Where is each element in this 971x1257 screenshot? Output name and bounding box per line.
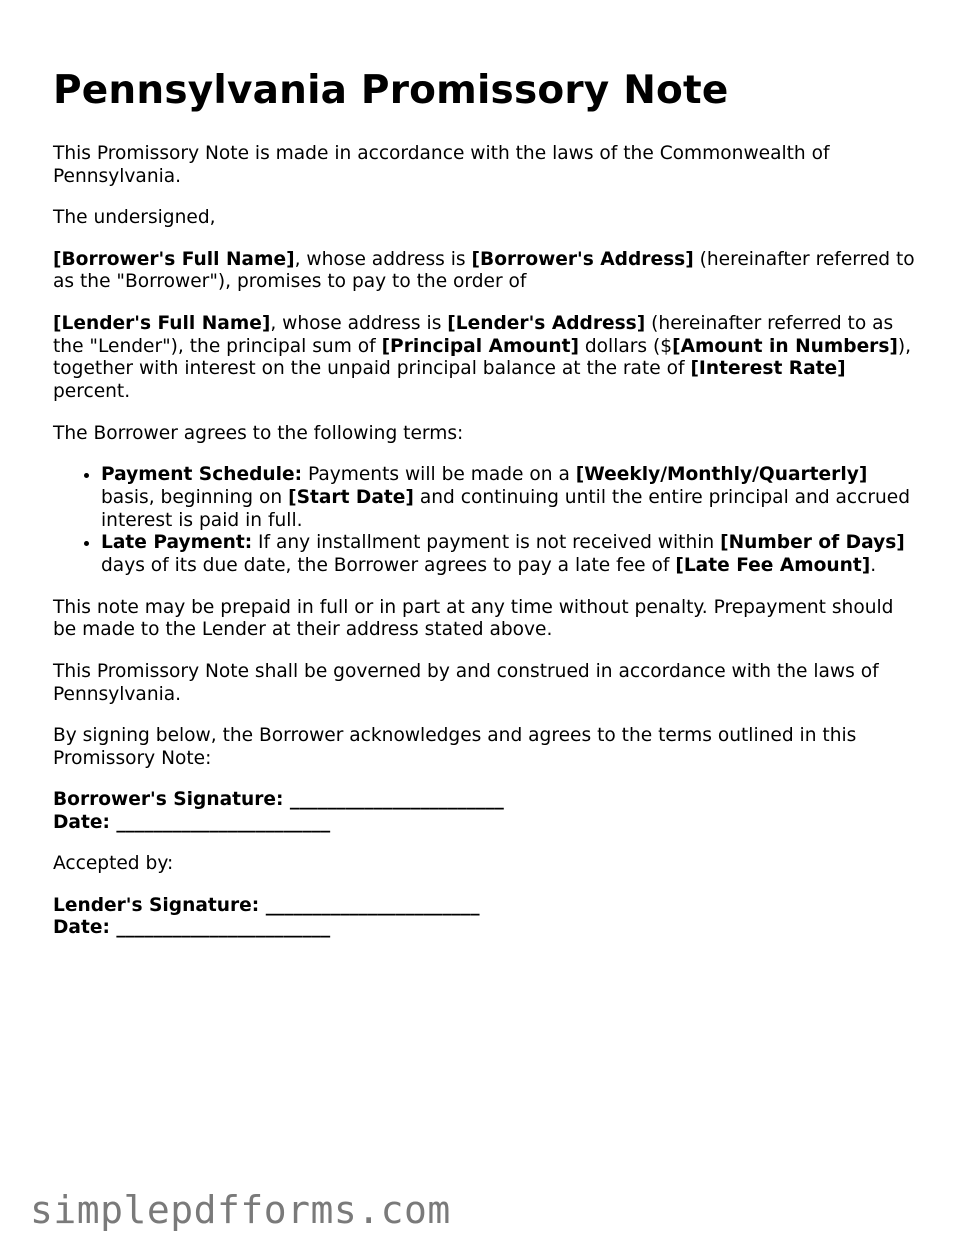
lender-signature-line[interactable]: Lender's Signature: _______________________ xyxy=(53,894,480,916)
term-payment-schedule xyxy=(101,464,921,532)
acknowledgement-paragraph: By signing below, the Borrower acknowledges and agrees to the terms outlined in this Promissory Note: xyxy=(53,724,857,769)
interest-rate-field: [Interest Rate] xyxy=(690,358,846,380)
lender-text-2: (hereinafter referred to as the "Lender"), the principal sum of xyxy=(53,312,894,357)
lender-signature-block xyxy=(53,895,921,941)
principal-amount-field: [Principal Amount] xyxy=(381,335,579,357)
document-page xyxy=(53,64,921,959)
lender-text-3: dollars ($ xyxy=(578,335,673,357)
lender-paragraph xyxy=(53,313,921,404)
terms-intro: The Borrower agrees to the following terms: xyxy=(53,422,464,444)
lender-text-1: , whose address is xyxy=(270,312,448,334)
accepted-by-label: Accepted by: xyxy=(53,853,174,875)
borrower-signature-block xyxy=(53,789,921,835)
late-payment-label: Late Payment: xyxy=(101,532,253,554)
lender-text-5: percent. xyxy=(53,381,131,403)
borrower-date-line[interactable]: Date: _______________________ xyxy=(53,811,331,833)
late-text-2: days of its due date, the Borrower agrees to pay a late fee of xyxy=(101,555,676,577)
borrower-text-2: (hereinafter referred to as the "Borrower"), promises to pay to the order of xyxy=(53,248,915,293)
payment-text-3: and continuing until the entire principal and accrued interest is paid in full. xyxy=(101,486,911,531)
payment-frequency-field: [Weekly/Monthly/Quarterly] xyxy=(575,463,868,485)
lender-date-line[interactable]: Date: _______________________ xyxy=(53,917,331,939)
page-title: Pennsylvania Promissory Note xyxy=(53,68,729,113)
intro-paragraph: This Promissory Note is made in accordance with the laws of the Commonwealth of Pennsylvania. xyxy=(53,143,830,187)
borrower-text-1: , whose address is xyxy=(294,248,472,270)
borrower-address-field: [Borrower's Address] xyxy=(471,248,694,270)
late-text-3: . xyxy=(870,555,877,577)
number-of-days-field: [Number of Days] xyxy=(720,532,905,554)
payment-text-2: basis, beginning on xyxy=(101,486,289,508)
payment-text-1: Payments will be made on a xyxy=(302,463,576,485)
site-watermark: simplepdfforms.com xyxy=(30,1188,451,1232)
late-text-1: If any installment payment is not received within xyxy=(252,532,721,554)
lender-address-field: [Lender's Address] xyxy=(447,312,646,334)
borrower-name-field: [Borrower's Full Name] xyxy=(53,248,295,270)
lender-text-4: ), together with interest on the unpaid principal balance at the rate of xyxy=(53,335,912,380)
lender-name-field: [Lender's Full Name] xyxy=(53,312,271,334)
terms-list xyxy=(53,464,921,578)
governing-law-paragraph: This Promissory Note shall be governed by and construed in accordance with the laws of Pennsylvania. xyxy=(53,660,879,705)
prepayment-paragraph: This note may be prepaid in full or in part at any time without penalty. Prepayment should be made to the Lender at their address stated above. xyxy=(53,596,894,641)
late-fee-field: [Late Fee Amount] xyxy=(675,555,871,577)
undersigned-paragraph: The undersigned, xyxy=(53,207,216,229)
borrower-signature-line[interactable]: Borrower's Signature: _______________________ xyxy=(53,789,504,811)
borrower-paragraph xyxy=(53,249,921,295)
term-late-payment xyxy=(101,532,921,578)
start-date-field: [Start Date] xyxy=(288,486,414,508)
amount-in-numbers-field: [Amount in Numbers] xyxy=(672,335,898,357)
payment-schedule-label: Payment Schedule: xyxy=(101,463,303,485)
